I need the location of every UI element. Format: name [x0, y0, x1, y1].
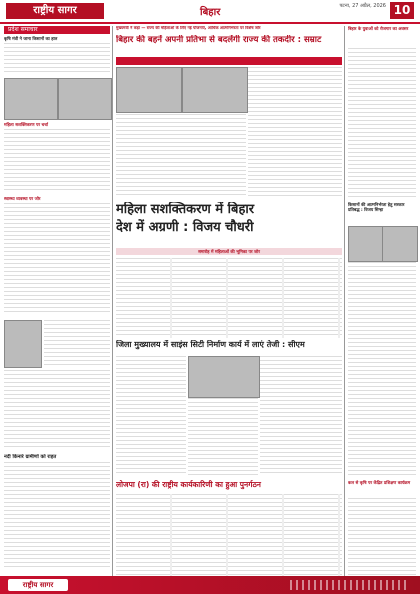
issue-date: पटना, 27 अप्रैल, 2026 [339, 3, 386, 9]
state-title: बिहार [200, 7, 221, 18]
center-photo-2 [182, 67, 248, 113]
right-photo-1 [348, 226, 384, 262]
mid-headline: जिला मुख्यालय में साइंस सिटी निर्माण कार्य में लाएं तेजी : सीएम [116, 340, 305, 349]
story-3-photo [4, 320, 42, 368]
story-3-more [4, 370, 110, 450]
story-3-head: स्वास्थ्य व्यवस्था पर जोर [4, 196, 41, 201]
top-strip [116, 57, 342, 65]
footer-bar [0, 576, 420, 594]
right-photo-2 [382, 226, 418, 262]
bottom-headline: लोजपा (रा) की राष्ट्रीय कार्यकारिणी का हुआ पुनर्गठन [116, 480, 261, 489]
story-3-cont [44, 320, 110, 366]
center-column [116, 26, 342, 576]
center-photo-3 [188, 356, 260, 398]
big-headline-1: महिला सशक्तिकरण में बिहार [116, 202, 255, 217]
center-body-6 [116, 494, 342, 576]
divider-right [344, 26, 345, 576]
story-2 [4, 122, 110, 192]
right-bottom-head-block [348, 480, 416, 496]
divider-left [112, 26, 113, 576]
center-body-3 [116, 356, 186, 476]
top-kicker: मुख्यमंत्री ने कहा — राज्य की महिलाओं के लिए नई योजनाएं, आर्थिक आत्मनिर्भरता पर विशेष जोर [116, 26, 261, 30]
center-top-kicker [116, 26, 342, 34]
right-column [348, 26, 416, 576]
story-1 [4, 36, 110, 76]
footer-decoration [290, 580, 410, 590]
right-bottom-head: कल से कृषि पर केंद्रित प्रशिक्षण कार्यक्रम [348, 480, 411, 485]
right-mid-head-block [348, 202, 416, 224]
right-top-head-block [348, 26, 416, 46]
section-tag: प्रदेश समाचार [4, 26, 110, 34]
story-1-photo [4, 78, 58, 120]
left-column [4, 26, 110, 576]
mid-headline-block [116, 340, 342, 354]
story-1-photo-2 [58, 78, 112, 120]
story-3 [4, 196, 110, 316]
center-body-2 [116, 258, 342, 338]
center-top-headline [116, 35, 342, 55]
big-headline-2: देश में अग्रणी : विजय चौधरी [116, 220, 254, 235]
story-4 [4, 454, 110, 574]
page-number: 10 [390, 2, 414, 19]
story-3-body [4, 203, 110, 315]
big-headline-block [116, 202, 342, 246]
big-sub-strip [116, 248, 342, 255]
big-subheadline: समारोह में महिलाओं की भूमिका पर जोर [198, 249, 260, 254]
footer-tag: राष्ट्रीय सागर [8, 579, 68, 591]
right-body-2 [348, 262, 416, 476]
story-1-body [4, 43, 110, 75]
right-body-3 [348, 498, 416, 576]
story-4-body [4, 462, 110, 570]
top-headline: बिहार की बहनें अपनी प्रतिभा से बदलेंगी राज्य की तकदीर : सम्राट [116, 35, 322, 45]
center-body-4 [260, 356, 342, 476]
story-2-head: महिला सशक्तिकरण पर चर्चा [4, 122, 48, 127]
bottom-headline-block [116, 480, 342, 492]
center-photo-1 [116, 67, 182, 113]
right-top-head: बिहार के युवाओं को रोजगार का अवसर [348, 26, 409, 31]
center-body-1 [116, 114, 246, 198]
story-1-head: कृषि मंत्री ने जाना किसानों का हाल [4, 36, 58, 41]
center-right-stories [248, 67, 342, 199]
brand-logo: राष्ट्रीय सागर [6, 3, 104, 19]
center-body-5 [188, 398, 258, 476]
story-4-head: नदी किनारे ग्रामीणों को राहत [4, 454, 57, 460]
right-mid-head: किसानों की आत्मनिर्भरता हेतु सरकार प्रतिबद्ध : विजय सिन्हा [348, 202, 405, 212]
masthead [0, 0, 420, 24]
story-2-body [4, 129, 110, 191]
right-body-1 [348, 48, 416, 198]
